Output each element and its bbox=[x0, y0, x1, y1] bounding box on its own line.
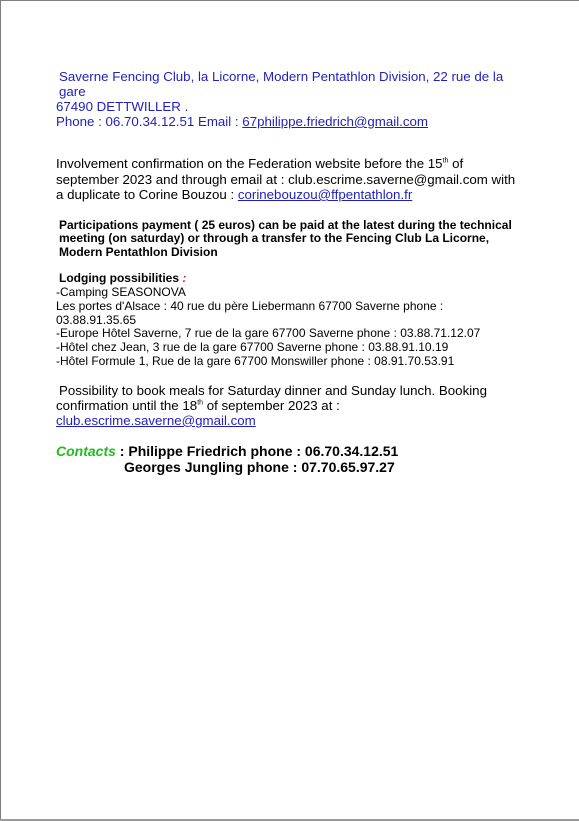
meals-email-link[interactable]: club.escrime.saverne@gmail.com bbox=[56, 412, 256, 428]
club-address-line2: 67490 DETTWILLER . bbox=[56, 99, 189, 114]
involvement-sup: th bbox=[442, 157, 449, 165]
lodging-section bbox=[56, 272, 526, 369]
meals-text-3: of september 2023 at : bbox=[203, 397, 340, 413]
contact-person-2: Georges Jungling phone : 07.70.65.97.27 bbox=[124, 458, 395, 475]
meals-paragraph bbox=[56, 383, 526, 428]
page-border-left bbox=[0, 0, 1, 821]
club-email-link[interactable]: 67philippe.friedrich@gmail.com bbox=[242, 114, 428, 129]
club-contact-line bbox=[56, 114, 526, 129]
lodging-item: -Hôtel chez Jean, 3 rue de la gare 67700 Saverne phone : 03.88.91.10.19 bbox=[56, 340, 449, 355]
meals-line2 bbox=[56, 398, 526, 428]
document-page bbox=[56, 69, 526, 475]
contact-person-1: Philippe Friedrich phone : 06.70.34.12.51 bbox=[128, 442, 399, 459]
contacts-line1 bbox=[56, 443, 526, 459]
page-border-top bbox=[0, 0, 579, 1]
club-address-line1: Saverne Fencing Club, la Licorne, Modern Pentathlon Division, 22 rue de la gare bbox=[59, 69, 504, 99]
lodging-title-colon: : bbox=[179, 271, 187, 286]
lodging-item: -Hôtel Formule 1, Rue de la gare 67700 Monswiller phone : 08.91.70.53.91 bbox=[56, 354, 455, 369]
involvement-text-1: Involvement confirmation on the Federation website before the 15 bbox=[56, 156, 443, 171]
involvement-text-2: of september 2023 and through email at : club.escrime.saverne@gmail.com with a duplicate to Corine Bouzou : bbox=[56, 156, 516, 202]
lodging-title bbox=[56, 272, 526, 286]
lodging-title-text: Lodging possibilities bbox=[59, 271, 179, 286]
contacts-sep: : bbox=[115, 442, 129, 459]
lodging-item: -Camping SEASONOVA bbox=[56, 285, 186, 300]
payment-paragraph: Participations payment ( 25 euros) can be paid at the latest during the technical meeting (on saturday) or through a transfer to the Fencing Club La Licorne, Modern Pentathlon Division bbox=[59, 217, 512, 259]
meals-sup: th bbox=[197, 399, 204, 407]
lodging-item: Les portes d'Alsace : 40 rue du père Liebermann 67700 Saverne phone : 03.88.91.35.65 bbox=[56, 298, 444, 327]
club-phone-text: Phone : 06.70.34.12.51 Email : bbox=[56, 114, 243, 129]
meals-line1: Possibility to book meals for Saturday dinner and Sunday lunch. Booking bbox=[59, 382, 487, 398]
contacts-label: Contacts bbox=[56, 442, 116, 459]
contacts-section bbox=[56, 443, 526, 475]
meals-text-2: confirmation until the 18 bbox=[56, 397, 198, 413]
club-header bbox=[56, 69, 526, 129]
involvement-email-link[interactable]: corinebouzou@ffpentathlon.fr bbox=[237, 187, 413, 202]
involvement-paragraph bbox=[56, 156, 526, 203]
lodging-item: -Europe Hôtel Saverne, 7 rue de la gare 67700 Saverne phone : 03.88.71.12.07 bbox=[56, 326, 481, 341]
